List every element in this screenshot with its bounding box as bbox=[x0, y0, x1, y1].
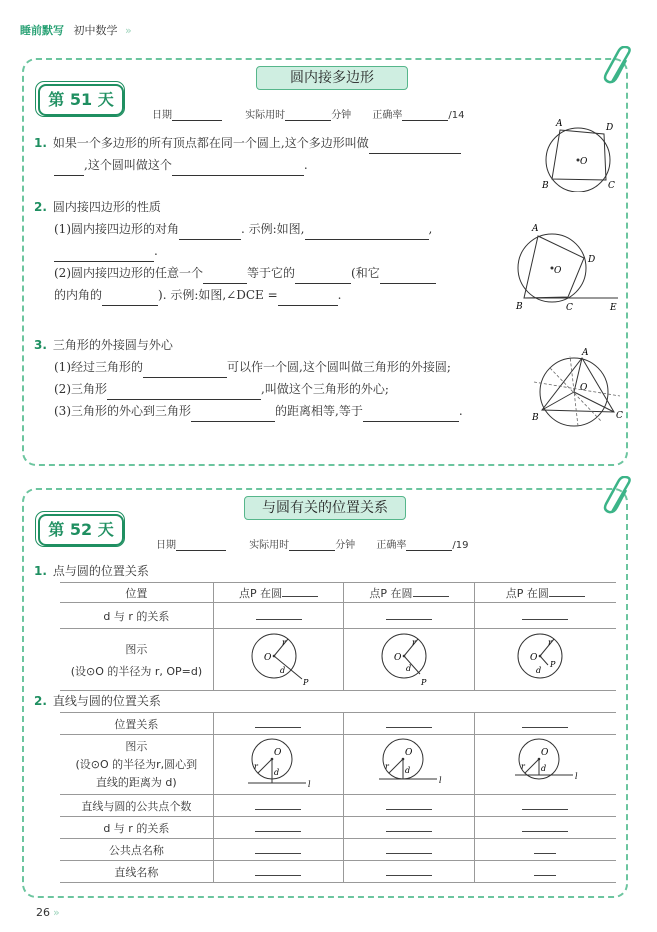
q2-blank-3[interactable] bbox=[54, 249, 154, 262]
blank-cell[interactable] bbox=[213, 861, 343, 883]
q2-title: 圆内接四边形的性质 bbox=[52, 200, 161, 214]
line-tangent-figure bbox=[344, 735, 474, 795]
q3-s1: (1)经过三角形的 bbox=[54, 360, 143, 374]
label-b: B bbox=[516, 302, 523, 312]
cyclic-quadrilateral-figure bbox=[534, 116, 624, 192]
page-number-value: 26 bbox=[36, 906, 50, 919]
point-outside-figure bbox=[213, 629, 343, 691]
sec1-title: 点与圆的位置关系 bbox=[52, 564, 149, 578]
q2-blank-7[interactable] bbox=[102, 293, 158, 306]
question-3: 3. 三角形的外接圆与外心 (1)经过三角形的 可以作一个圆,这个圆叫做三角形的外接圆; (2)三角形 ,叫做这个三角形的外心; (3)三角形的外心到三角形 的距离相等,等于 . bbox=[34, 334, 534, 422]
date-blank[interactable] bbox=[176, 538, 226, 551]
question-2: 2. 圆内接四边形的性质 (1)圆内接四边形的对角 . 示例:如图, , . (2)圆内接四边形的任意一个 等于它的 (和它 的内角的 ). 示例:如图,∠DCE = . bbox=[34, 196, 534, 306]
q2-blank-1[interactable] bbox=[179, 227, 241, 240]
blank-cell[interactable] bbox=[474, 795, 616, 817]
svg-text:O: O bbox=[530, 653, 538, 663]
blank-cell[interactable] bbox=[213, 839, 343, 861]
minute-label: 分钟 bbox=[335, 540, 356, 551]
q2-s3b: ). 示例:如图,∠DCE = bbox=[158, 288, 278, 302]
question-number: 1. bbox=[34, 564, 47, 578]
time-label: 实际用时 bbox=[249, 540, 290, 551]
q2-blank-8[interactable] bbox=[278, 293, 338, 306]
page-number bbox=[36, 906, 60, 919]
q3-blank-4[interactable] bbox=[363, 409, 459, 422]
blank-cell[interactable] bbox=[344, 817, 474, 839]
blank-cell[interactable] bbox=[213, 795, 343, 817]
question-number: 1. bbox=[34, 136, 47, 150]
time-blank[interactable] bbox=[289, 538, 335, 551]
line-separate-figure bbox=[213, 735, 343, 795]
page-header bbox=[20, 22, 132, 38]
day-52-card bbox=[22, 488, 628, 898]
blank-cell[interactable] bbox=[213, 817, 343, 839]
q3-blank-1[interactable] bbox=[143, 365, 227, 378]
row-point-name: 公共点名称 bbox=[60, 839, 213, 861]
row-figure: 图示 (设⊙O 的半径为r,圆心到 直线的距离为 d) bbox=[60, 735, 213, 795]
header-col-3: 点P 在圆 bbox=[474, 583, 616, 603]
question-1: 1. 如果一个多边形的所有顶点都在同一个圆上,这个多边形叫做 ,这个圆叫做这个 . bbox=[34, 132, 534, 176]
circumcircle-figure bbox=[530, 346, 626, 432]
day-51-card bbox=[22, 58, 628, 466]
blank-cell[interactable] bbox=[474, 861, 616, 883]
blank-cell[interactable] bbox=[344, 603, 474, 629]
meta-row bbox=[156, 536, 468, 551]
day-tag: 第 52 天 bbox=[38, 514, 124, 546]
q3-s1b: 可以作一个圆,这个圆叫做三角形的外接圆; bbox=[227, 360, 451, 374]
q2-blank-2[interactable] bbox=[305, 227, 429, 240]
blank-cell[interactable] bbox=[344, 713, 474, 735]
blank-cell[interactable] bbox=[474, 839, 616, 861]
q1-text-2: ,这个圆叫做这个 bbox=[84, 158, 172, 172]
question-number: 3. bbox=[34, 338, 47, 352]
time-label: 实际用时 bbox=[245, 110, 286, 121]
blank-cell[interactable] bbox=[474, 713, 616, 735]
total-label: /19 bbox=[452, 540, 469, 551]
line-circle-table bbox=[60, 712, 616, 883]
svg-text:O: O bbox=[263, 653, 271, 663]
label-d: D bbox=[588, 255, 596, 265]
chevron-icon: » bbox=[53, 906, 60, 919]
header-col-1: 点P 在圆 bbox=[213, 583, 343, 603]
svg-text:r: r bbox=[548, 638, 553, 647]
label-o: O bbox=[554, 266, 562, 276]
subject-label: 初中数学 bbox=[73, 24, 118, 37]
q2-s2: (2)圆内接四边形的任意一个 bbox=[54, 266, 203, 280]
point-inside-figure bbox=[474, 629, 616, 691]
header-col-2: 点P 在圆 bbox=[344, 583, 474, 603]
q3-s2: (2)三角形 bbox=[54, 382, 107, 396]
section-2-heading bbox=[34, 690, 161, 712]
blank-cell[interactable] bbox=[474, 817, 616, 839]
label-e: E bbox=[610, 303, 617, 313]
day-tag: 第 51 天 bbox=[38, 84, 124, 116]
q2-blank-4[interactable] bbox=[203, 271, 247, 284]
accuracy-label: 正确率 bbox=[372, 110, 403, 121]
q1-blank-1[interactable] bbox=[369, 141, 461, 154]
q2-s2b: 等于它的 bbox=[247, 266, 296, 280]
q1-blank-3[interactable] bbox=[172, 163, 304, 176]
row-line-name: 直线名称 bbox=[60, 861, 213, 883]
svg-text:O: O bbox=[274, 748, 282, 758]
svg-text:d: d bbox=[541, 764, 547, 773]
q2-blank-6[interactable] bbox=[380, 271, 436, 284]
label-a: A bbox=[582, 348, 589, 358]
label-o: O bbox=[580, 383, 588, 393]
total-label: /14 bbox=[448, 110, 465, 121]
exterior-angle-figure bbox=[506, 220, 626, 314]
blank-cell[interactable] bbox=[344, 839, 474, 861]
paperclip-icon bbox=[602, 476, 636, 516]
sec2-title: 直线与圆的位置关系 bbox=[52, 694, 161, 708]
q1-text-1: 如果一个多边形的所有顶点都在同一个圆上,这个多边形叫做 bbox=[52, 136, 369, 150]
blank-cell[interactable] bbox=[213, 603, 343, 629]
section-title: 圆内接多边形 bbox=[256, 66, 408, 90]
blank-cell[interactable] bbox=[344, 795, 474, 817]
svg-text:d: d bbox=[536, 666, 542, 675]
svg-text:d: d bbox=[405, 664, 412, 673]
svg-text:d: d bbox=[404, 766, 410, 775]
svg-text:P: P bbox=[550, 660, 556, 669]
label-o: O bbox=[580, 157, 588, 167]
q3-s3b: 的距离相等,等于 bbox=[275, 404, 363, 418]
meta-row bbox=[152, 106, 464, 121]
svg-text:r: r bbox=[521, 762, 526, 771]
date-label: 日期 bbox=[156, 540, 176, 551]
svg-text:r: r bbox=[281, 638, 286, 647]
svg-text:r: r bbox=[411, 638, 416, 647]
svg-text:P: P bbox=[302, 678, 308, 687]
svg-text:O: O bbox=[404, 748, 413, 758]
svg-text:d: d bbox=[274, 768, 280, 777]
svg-text:d: d bbox=[279, 666, 285, 675]
blank-cell[interactable] bbox=[474, 603, 616, 629]
q2-s2c: (和它 bbox=[351, 266, 380, 280]
label-a: A bbox=[556, 119, 563, 129]
svg-text:l: l bbox=[438, 776, 442, 785]
label-c: C bbox=[608, 181, 615, 191]
q3-s2b: ,叫做这个三角形的外心; bbox=[261, 382, 389, 396]
question-number: 2. bbox=[34, 694, 47, 708]
svg-text:l: l bbox=[308, 780, 311, 789]
q2-s1: (1)圆内接四边形的对角 bbox=[54, 222, 179, 236]
brand-label: 睡前默写 bbox=[20, 24, 64, 37]
date-blank[interactable] bbox=[172, 108, 222, 121]
row-count: 直线与圆的公共点个数 bbox=[60, 795, 213, 817]
label-c: C bbox=[566, 303, 573, 313]
svg-text:P: P bbox=[420, 678, 427, 687]
q2-s1b: . 示例:如图, bbox=[241, 222, 305, 236]
paperclip-icon bbox=[602, 46, 636, 86]
q3-s3: (3)三角形的外心到三角形 bbox=[54, 404, 191, 418]
blank-cell[interactable] bbox=[213, 713, 343, 735]
chevron-icon: » bbox=[125, 24, 132, 37]
q3-title: 三角形的外接圆与外心 bbox=[52, 338, 173, 352]
question-number: 2. bbox=[34, 200, 47, 214]
label-d: D bbox=[606, 123, 614, 133]
q1-blank-2[interactable] bbox=[54, 163, 84, 176]
label-b: B bbox=[542, 181, 549, 191]
q2-blank-5[interactable] bbox=[295, 271, 351, 284]
label-b: B bbox=[532, 413, 539, 423]
svg-text:O: O bbox=[393, 653, 402, 663]
date-label: 日期 bbox=[152, 110, 172, 121]
row-figure: 图示 (设⊙O 的半径为 r, OP=d) bbox=[60, 629, 213, 691]
section-title: 与圆有关的位置关系 bbox=[244, 496, 406, 520]
minute-label: 分钟 bbox=[331, 110, 352, 121]
section-1-heading bbox=[34, 560, 149, 582]
accuracy-blank[interactable] bbox=[402, 108, 448, 121]
accuracy-blank[interactable] bbox=[406, 538, 452, 551]
accuracy-label: 正确率 bbox=[376, 540, 407, 551]
line-intersect-figure bbox=[474, 735, 616, 795]
label-a: A bbox=[532, 224, 539, 234]
row-d-r: d 与 r 的关系 bbox=[60, 603, 213, 629]
row-d-r: d 与 r 的关系 bbox=[60, 817, 213, 839]
svg-text:O: O bbox=[541, 748, 549, 758]
svg-text:r: r bbox=[254, 762, 259, 771]
blank-cell[interactable] bbox=[344, 861, 474, 883]
label-c: C bbox=[616, 411, 623, 421]
svg-text:l: l bbox=[575, 772, 578, 781]
row-relation: 位置关系 bbox=[60, 713, 213, 735]
time-blank[interactable] bbox=[285, 108, 331, 121]
point-outside-figure-2 bbox=[344, 629, 474, 691]
q3-blank-3[interactable] bbox=[191, 409, 275, 422]
svg-text:r: r bbox=[384, 762, 389, 771]
header-pos: 位置 bbox=[60, 583, 213, 603]
point-circle-table bbox=[60, 582, 616, 691]
q2-s3: 的内角的 bbox=[54, 288, 103, 302]
q3-blank-2[interactable] bbox=[107, 387, 261, 400]
